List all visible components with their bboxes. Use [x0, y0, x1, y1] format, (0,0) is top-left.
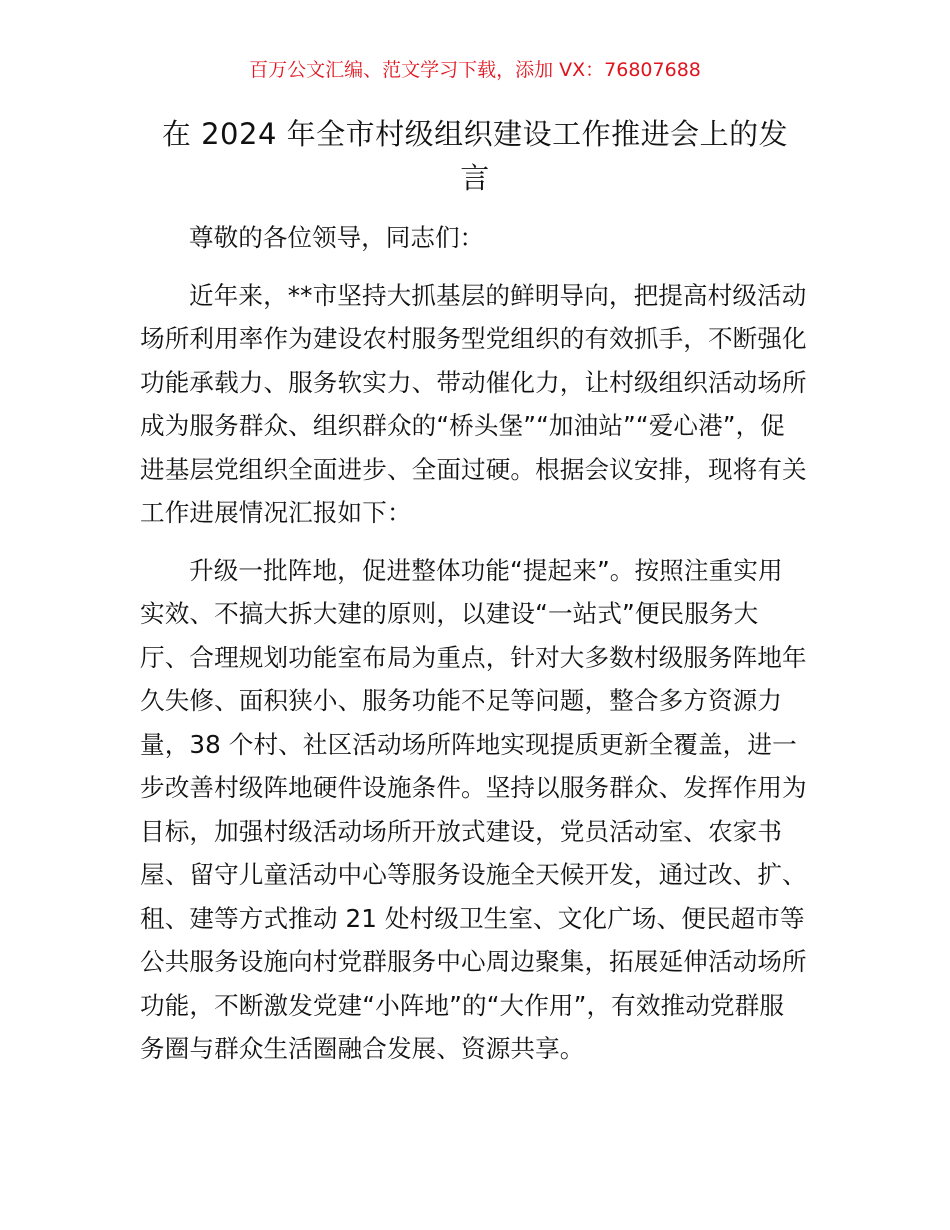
- paragraph-intro: [140, 274, 812, 535]
- paragraph-line: 厅、合理规划功能室布局为重点，针对大多数村级服务阵地年: [140, 642, 807, 672]
- paragraph-line: 租、建等方式推动 21 处村级卫生室、文化广场、便民超市等: [140, 903, 805, 933]
- paragraph-line: 量，38 个村、社区活动场所阵地实现提质更新全覆盖，进一: [140, 729, 797, 759]
- paragraph-line: 久失修、面积狭小、服务功能不足等问题，整合多方资源力: [140, 686, 783, 715]
- paragraph-line: 成为服务群众、组织群众的“桥头堡”“加油站”“爱心港”，促: [140, 411, 786, 440]
- watermark-header: 百万公文汇编、范文学习下载，添加 VX：76807688: [249, 59, 701, 81]
- paragraph-upgrade-positions: [140, 549, 812, 1071]
- paragraph-line: 实效、不搞大拆大建的原则，以建设“一站式”便民服务大: [140, 599, 759, 628]
- paragraph-line: 功能，不断激发党建“小阵地”的“大作用”，有效推动党群服: [140, 990, 785, 1020]
- paragraph-line: 近年来，**市坚持大抓基层的鲜明导向，把提高村级活动: [189, 280, 807, 310]
- paragraph-line: 公共服务设施向村党群服务中心周边聚集，拓展延伸活动场所: [140, 947, 807, 976]
- paragraph-line: 务圈与群众生活圈融合发展、资源共享。: [140, 1034, 585, 1063]
- document-body: [140, 216, 812, 1085]
- title-line-2: 言: [460, 161, 490, 195]
- title-line-1: 在 2024 年全市村级组织建设工作推进会上的发: [161, 117, 789, 151]
- greeting: 尊敬的各位领导，同志们：: [189, 223, 485, 252]
- paragraph-line: 目标，加强村级活动场所开放式建设，党员活动室、农家书: [140, 816, 783, 846]
- paragraph-line: 场所利用率作为建设农村服务型党组织的有效抓手，不断强化: [140, 324, 807, 353]
- paragraph-line: 进基层党组织全面进步、全面过硬。根据会议安排，现将有关: [140, 454, 807, 484]
- paragraph-line: 升级一批阵地，促进整体功能“提起来”。按照注重实用: [189, 555, 783, 585]
- paragraph-line: 屋、留守儿童活动中心等服务设施全天候开发，通过改、扩、: [140, 860, 807, 889]
- paragraph-line: 工作进展情况汇报如下：: [140, 498, 412, 527]
- paragraph-line: 功能承载力、服务软实力、带动催化力，让村级组织活动场所: [140, 367, 807, 397]
- document-title: [140, 112, 810, 200]
- paragraph-line: 步改善村级阵地硬件设施条件。坚持以服务群众、发挥作用为: [140, 773, 807, 802]
